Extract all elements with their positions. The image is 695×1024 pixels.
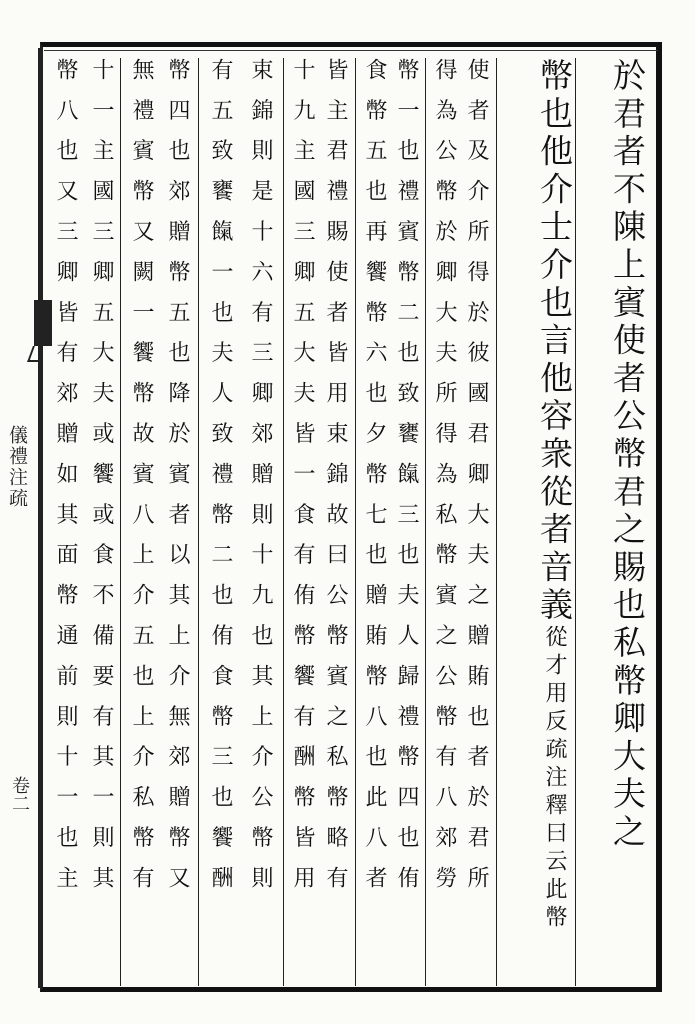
text-column-9: 束錦則是十六有三卿郊贈則十九也其上介公幣則 [248,58,273,907]
text-column-3: 使者及介所得於彼國君卿大夫之贈賄也者於君所 [464,58,489,907]
text-column-8: 十九主國三卿五大夫皆一食有侑幣饗有酬幣皆用 [290,58,315,907]
main-text: 幣也他介士介也言他容衆從者音義 [535,58,574,625]
text-column-2 [500,58,572,986]
column-rule [355,58,356,986]
text-column-7: 皆主君禮賜使者皆用束錦故曰公幣賓之私幣略有 [323,58,348,907]
top-inner-rule [44,50,658,51]
text-column-10: 有五致饔餼一也夫人致禮幣二也侑食幣三也饗酬 [208,58,233,907]
gutter-rule [38,48,40,988]
text-column-13: 十一主國三卿五大夫或饗或食不備要有其一則其 [89,58,114,907]
text-column-5: 幣一也禮賓幣二也致饔餼三也夫人歸禮幣四也侑 [394,58,419,907]
text-column-14: 幣八也又三卿皆有郊贈如其面幣通前則十一也主 [53,58,78,907]
column-rule [575,58,576,986]
text-column-12: 無禮賓幣又闕一饗幣故賓八上介五也上介私幣有 [129,58,154,907]
text-column-6: 食幣五也再饗幣六也夕幣七也贈賄幣八也此八者 [362,58,387,907]
column-rule [283,58,284,986]
column-rule [496,58,497,986]
annotation-text: 從才用反疏注釋曰云此幣 [542,625,567,933]
gutter-title: 儀禮注疏 [6,425,28,509]
gutter-page-marker: 卷二 [9,776,30,812]
text-column-11: 幣四也郊贈幣五也降於賓者以其上介無郊贈幣又 [165,58,190,907]
column-rule [120,58,121,986]
column-rule [198,58,199,986]
column-rule [425,58,426,986]
text-column-1: 於君者不陳上賓使者公幣君之賜也私幣卿大夫之 [608,58,647,852]
text-column-4: 得為公幣於卿大夫所得為私幣賓之公幣有八郊勞 [432,58,457,907]
